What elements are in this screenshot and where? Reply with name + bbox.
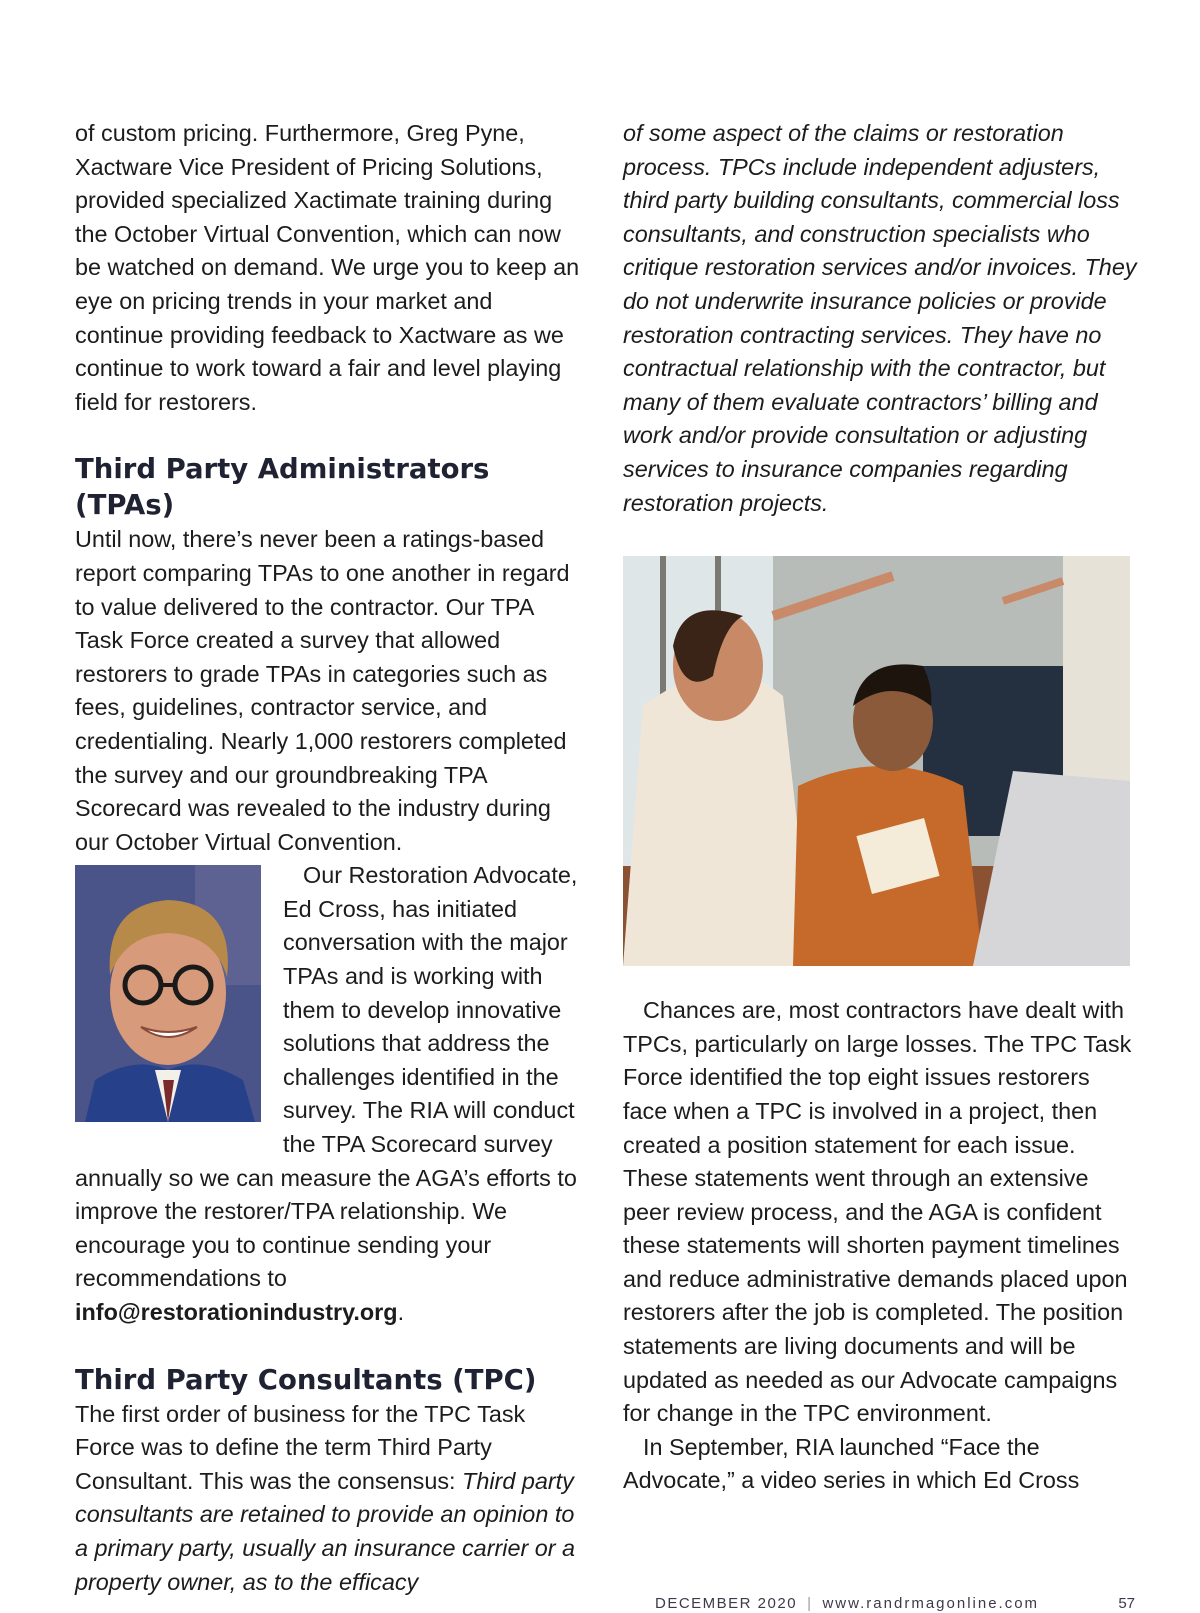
ed-cross-headshot-photo [75, 865, 261, 1122]
ria-email-link[interactable]: info@restorationindustry.org [75, 1299, 398, 1325]
tpa-paragraph: Until now, there’s never been a ratings-based report comparing TPAs to one another in regard to value delivered to the contractor. Our TPA Task Force created a survey that allowed restorers to grade TPAs in categories such as fees, guidelines, contractor service, and credentialing. Nearly 1,000 restorers completed the survey and our groundbreaking TPA Scorecard was revealed to the industry during our October Virtual Convention. [75, 526, 570, 855]
intro-paragraph: of custom pricing. Furthermore, Greg Pyne, Xactware Vice President of Pricing Solutions, provided specialized Xactimate training during the October Virtual Convention, which can now be watched on demand. We urge you to keep an eye on pricing trends in your market and continue providing feedback to Xactware as we continue to work toward a fair and level playing field for restorers. [75, 120, 580, 415]
chances-paragraph: Chances are, most contractors have dealt with TPCs, particularly on large losses. The TPC Task Force identified the top eight issues restorers face when a TPC is involved in a project, then created a position statement for each issue. These statements went through an extensive peer review process, and the AGA is confident these statements will shorten payment timelines and reduce administrative demands placed upon restorers after the job is completed. The position statements are living documents and will be updated as needed as our Advocate campaigns for change in the TPC environment. [623, 997, 1132, 1427]
tpc-definition-start: Third party consultants are retained to provide an opinion to a primary party, usually an insurance carrier or a property owner, as to the efficacy [75, 1467, 576, 1595]
tpa-heading: Third Party Administrators (TPAs) [75, 453, 490, 522]
tpc-definition-continued: of some aspect of the claims or restoration process. TPCs include independent adjusters, third party building consultants, commercial loss consultants, and construction specialists who critique restoration services and/or invoices. They do not underwrite insurance policies or provide restoration contracting services. They have no contractual relationship with the contractor, but many of them evaluate contractors’ billing and work and/or provide consultation or adjusting services to insurance companies regarding restoration projects. [623, 120, 1137, 516]
tpc-heading: Third Party Consultants (TPC) [75, 1363, 537, 1396]
office-meeting-photo [623, 556, 1130, 966]
page-number: 57 [1118, 1595, 1135, 1612]
footer-separator: | [807, 1595, 813, 1612]
september-paragraph: In September, RIA launched “Face the Advocate,” a video series in which Ed Cross [623, 1433, 1080, 1494]
issue-date: DECEMBER 2020 [655, 1595, 798, 1612]
advocate-paragraph [75, 859, 587, 1329]
website-link[interactable]: www.randrmagonline.com [822, 1595, 1040, 1612]
right-column [623, 117, 1138, 1498]
page-footer [655, 1595, 1135, 1612]
advocate-paragraph-end: . [397, 1299, 405, 1325]
left-column [75, 117, 587, 1599]
advocate-paragraph-text: Our Restoration Advocate, Ed Cross, has initiated conversation with the major TPAs and is working with them to develop innovative solutions that address the challenges identified in the survey. The RIA will conduct the TPA Scorecard survey annually so we can measure the AGA’s efforts to improve the restorer/TPA relationship. We encourage you to continue sending your recommendations to [75, 862, 578, 1292]
tpc-paragraph-text: The first order of business for the TPC Task Force was to define the term Third Party Consultant. This was the consensus: [75, 1400, 526, 1494]
tpc-paragraph [75, 1398, 587, 1600]
